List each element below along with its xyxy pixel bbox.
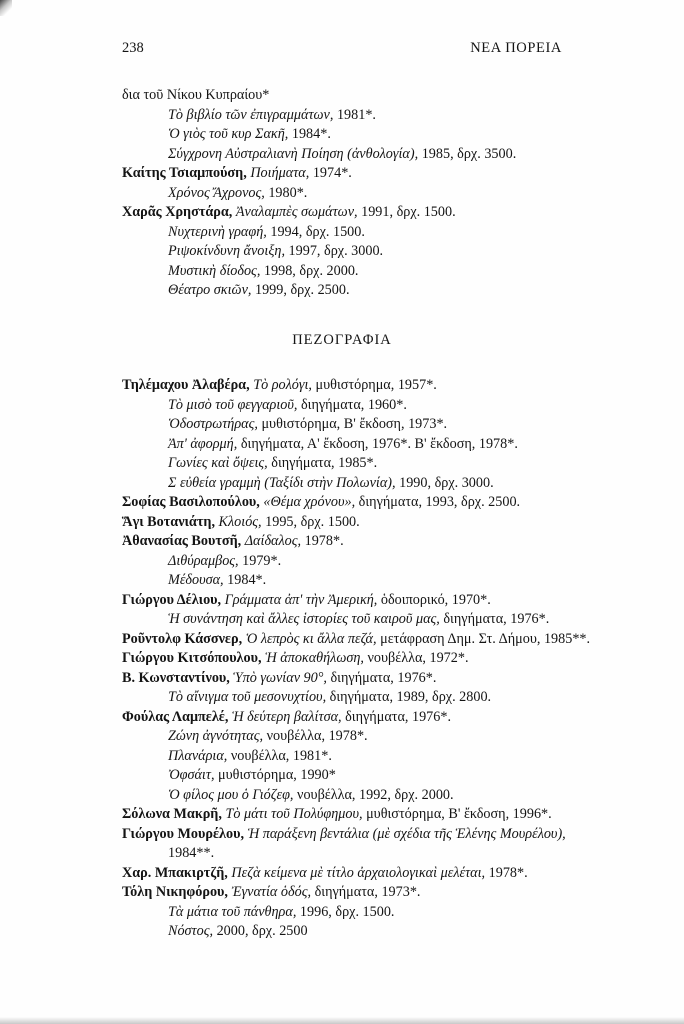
prose-entries-block (122, 376, 591, 942)
work-title: Μυστικὴ δίοδος, (168, 262, 264, 279)
entry-line (122, 474, 562, 494)
entry-line (122, 591, 562, 611)
work-title: Ἀπ' ἀφορμή, (168, 435, 241, 452)
work-title: Ἡ παράξενη βεντάλια (μὲ σχέδια τῆς Ἑλένης Μουρέλου), (247, 825, 566, 842)
work-details: 1984*. (291, 126, 331, 142)
author-name: Τηλέμαχου Ἀλαβέρα, (122, 377, 254, 393)
entry-line (122, 766, 562, 786)
work-title: Ὑπὸ γωνίαν 90°, (233, 669, 331, 686)
work-details: διηγήματα, 1989, δρχ. 2800. (329, 689, 492, 705)
author-name: Γιώργου Μουρέλου, (122, 825, 248, 842)
work-details: 1985, δρχ. 3500. (421, 145, 517, 162)
work-title: Ριψοκίνδυνη ἄνοιξη, (168, 243, 289, 259)
work-title: Ἀναλαμπὲς σωμάτων, (235, 204, 362, 220)
work-details: μετάφραση Δημ. Στ. Δήμου, 1985**. (380, 630, 591, 647)
entry-line (122, 903, 562, 923)
entry-line (122, 164, 562, 184)
work-title: Διθύραμβος, (168, 552, 243, 569)
entry-line (122, 106, 562, 126)
entry-line (122, 747, 562, 767)
work-title: Νυχτερινὴ γραφή, (168, 223, 271, 240)
entry-line (122, 610, 562, 630)
work-title: Πεζὰ κείμενα μὲ τίτλο ἀρχαιολογικαὶ μελέται, (231, 864, 489, 881)
work-title: Τὸ αἴνιγμα τοῦ μεσονυχτίου, (168, 689, 330, 705)
work-title: Δαίδαλος, (244, 533, 305, 549)
work-title: Σύγχρονη Αὐστραλιανὴ Ποίηση (ἀνθολογία), (168, 145, 422, 162)
author-name: Χαρᾶς Χρηστάρα, (122, 204, 236, 220)
entry-line (122, 630, 591, 650)
work-details: 1974*. (312, 165, 352, 181)
work-details: δια τοῦ Νίκου Κυπραίου* (122, 87, 270, 103)
work-details: νουβέλλα, 1992, δρχ. 2000. (297, 786, 454, 803)
work-details: 1990, δρχ. 3000. (399, 474, 494, 491)
work-title: Γράμματα ἀπ' τὴν Ἀμερική, (224, 591, 381, 608)
work-details: διηγήματα, Α' ἔκδοση, 1976*. Β' ἔκδοση, 1978*. (240, 435, 518, 452)
entry-line (122, 184, 562, 204)
work-details: διηγήματα, 1960*. (300, 396, 407, 413)
entry-line (122, 708, 562, 728)
work-title: Ἡ δεύτερη βαλίτσα, (231, 708, 346, 725)
work-details: νουβέλλα, 1972*. (367, 650, 469, 666)
author-name: Ροῦντολφ Κάσσνερ, (122, 630, 246, 647)
work-details: 1984*. (227, 572, 267, 588)
work-details: μυθιστόρημα, Β' ἔκδοση, 1973*. (261, 416, 448, 432)
author-name: Σοφίας Βασιλοπούλου, (122, 494, 264, 510)
work-details: διηγήματα, 1985*. (271, 455, 378, 471)
work-title: Νόστος, (168, 923, 217, 939)
author-name: Ἅγι Βοτανιάτη, (122, 513, 219, 530)
work-title: «Θέμα χρόνου», (263, 494, 359, 510)
work-details: 1978*. (304, 533, 344, 549)
work-title: Πλανάρια, (168, 747, 231, 764)
page-header (122, 40, 562, 57)
work-details: μυθιστόρημα, 1990* (218, 767, 336, 783)
work-details: 1980*. (268, 184, 308, 201)
work-details: 1984**. (168, 845, 215, 861)
entry-line (122, 688, 562, 708)
work-title: Χρόνος Ἄχρονος, (168, 184, 269, 201)
work-title: Κλοιός, (218, 513, 266, 530)
author-name: Γιώργου Δέλιου, (122, 591, 225, 608)
work-details: 1996, δρχ. 1500. (299, 903, 395, 920)
work-details: 1981*. (336, 106, 376, 123)
entry-line (122, 454, 562, 474)
work-details: διηγήματα, 1993, δρχ. 2500. (358, 494, 521, 510)
work-title: Τὸ μάτι τοῦ Πολύφημου, (225, 806, 367, 822)
work-details: μυθιστόρημα, Β' ἔκδοση, 1996*. (366, 806, 552, 822)
work-details: ὁδοιπορικό, 1970*. (380, 591, 491, 608)
entry-line (122, 281, 562, 301)
entry-line (122, 669, 562, 689)
work-title: Ζώνη ἀγνότητας, (168, 728, 267, 744)
work-title: Ὁ γιὸς τοῦ κυρ Σακῆ, (168, 126, 292, 142)
author-name: Γιώργου Κιτσόπουλου, (122, 650, 266, 666)
work-details: διηγήματα, 1976*. (330, 669, 437, 686)
work-title: Ἐγνατία ὁδός, (231, 884, 315, 900)
author-name: Φούλας Λαμπελέ, (122, 708, 232, 725)
author-name: Β. Κωνσταντίνου, (122, 669, 234, 686)
entry-line (122, 864, 562, 884)
entry-line (122, 203, 562, 223)
work-details: 1979*. (242, 552, 282, 569)
work-title: Τὸ ρολόγι, (253, 377, 316, 393)
author-name: Χαρ. Μπακιρτζῆ, (122, 864, 232, 881)
work-details: 1978*. (488, 864, 528, 881)
work-title: Ὁ φίλος μου ὁ Γιόζεφ, (168, 786, 298, 803)
scan-artifact-bottom-shade (0, 1017, 684, 1024)
scan-artifact-corner (0, 0, 12, 16)
entry-line (122, 493, 562, 513)
poetry-entries-block (122, 86, 562, 301)
entry-line (122, 825, 566, 845)
work-details: διηγήματα, 1973*. (314, 884, 421, 900)
work-details: διηγήματα, 1976*. (443, 611, 550, 627)
entry-line (122, 415, 562, 435)
work-details: 1991, δρχ. 1500. (361, 204, 456, 220)
work-title: Μέδουσα, (168, 572, 228, 588)
work-title: Τὰ μάτια τοῦ πάνθηρα, (168, 903, 300, 920)
work-details: 1998, δρχ. 2000. (263, 262, 359, 279)
work-title: Ἡ συνάντηση καὶ ἄλλες ἱστορίες τοῦ καιροῦ μας, (168, 611, 444, 627)
author-name: Τόλη Νικηφόρου, (122, 884, 232, 900)
author-name: Ἀθανασίας Βουτσῆ, (122, 533, 245, 549)
work-title: Τὸ μισὸ τοῦ φεγγαριοῦ, (168, 396, 301, 413)
entry-line (122, 883, 562, 903)
section-heading: ΠΕΖΟΓΡΑΦΙΑ (292, 331, 392, 348)
work-details: μυθιστόρημα, 1957*. (315, 377, 437, 393)
entry-line (122, 844, 562, 864)
entry-line (122, 376, 562, 396)
work-details: 1997, δρχ. 3000. (288, 243, 384, 259)
page-number: 238 (122, 40, 144, 56)
entry-line (122, 262, 562, 282)
entry-line (122, 552, 562, 572)
entry-line (122, 571, 562, 591)
entry-line (122, 396, 562, 416)
entry-line (122, 805, 562, 825)
author-name: Σόλωνα Μακρῆ, (122, 806, 226, 822)
entry-line (122, 513, 562, 533)
entry-line (122, 86, 562, 106)
work-details: διηγήματα, 1976*. (345, 708, 452, 725)
work-title: Ποιήματα, (250, 165, 313, 181)
entry-line (122, 435, 562, 455)
work-title: Σ εὐθεία γραμμὴ (Ταξίδι στὴν Πολωνία), (168, 474, 400, 491)
entry-line (122, 786, 562, 806)
entry-line (122, 125, 562, 145)
work-details: 1995, δρχ. 1500. (265, 513, 360, 530)
work-details: νουβέλλα, 1981*. (230, 747, 332, 764)
author-name: Καίτης Τσιαμπούση, (122, 165, 251, 181)
work-title: Ὁδοστρωτήρας, (168, 416, 262, 432)
work-title: Θέατρο σκιῶν, (168, 282, 255, 298)
work-details: 1999, δρχ. 2500. (254, 282, 350, 298)
work-title: Ὁ λεπρὸς κι ἄλλα πεζά, (245, 630, 381, 647)
work-title: Γωνίες καὶ ὄψεις, (168, 455, 272, 471)
work-details: νουβέλλα, 1978*. (266, 728, 368, 744)
journal-title: ΝΕΑ ΠΟΡΕΙΑ (470, 40, 562, 56)
work-title: Τὸ βιβλίο τῶν ἐπιγραμμάτων, (168, 106, 337, 123)
work-details: 2000, δρχ. 2500 (216, 923, 308, 939)
page-body (122, 86, 591, 942)
entry-line (122, 145, 562, 165)
entry-line (122, 649, 562, 669)
entry-line (122, 727, 562, 747)
entry-line (122, 223, 562, 243)
work-details: 1994, δρχ. 1500. (270, 223, 365, 240)
entry-line (122, 922, 562, 942)
entry-line (122, 242, 562, 262)
entry-line (122, 532, 562, 552)
work-title: Ὀφσάιτ, (168, 767, 219, 783)
work-title: Ἡ ἀποκαθήλωση, (265, 650, 368, 666)
